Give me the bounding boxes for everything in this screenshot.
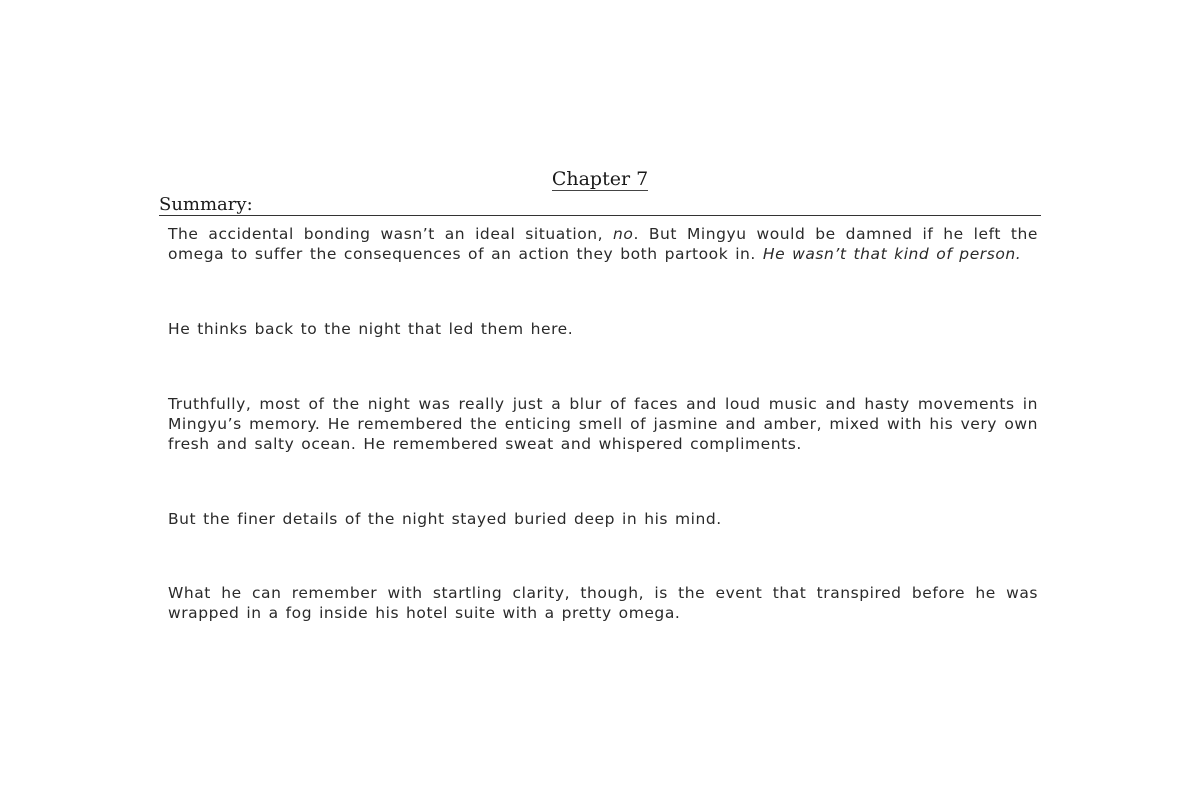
summary-italic-2: He wasn’t that kind of person. [762,245,1022,263]
summary-text-1: The accidental bonding wasn’t an ideal situation, [168,225,614,243]
summary-text-2: . But Mingyu would be damned if he left the omega to suffer the consequences of an action they both partook in. [168,225,1038,263]
body-paragraph-2: Truthfully, most of the night was really just a blur of faces and loud music and hasty movements in Mingyu’s memory. He remembered the enticing smell of jasmine and amber, mixed with his very own fresh and salty ocean. He remembered sweat and whispered compliments. [168,395,1038,453]
chapter-title [0,166,1200,192]
summary-paragraph [168,224,1038,264]
summary-heading: Summary: [159,194,1041,216]
body-paragraph-1: He thinks back to the night that led them here. [168,320,574,338]
body-paragraph-3: But the finer details of the night stayed buried deep in his mind. [168,510,722,528]
chapter-title-text: Chapter 7 [551,168,649,190]
summary-italic-1: no [613,225,634,243]
body-paragraph-4: What he can remember with startling clarity, though, is the event that transpired before he was wrapped in a fog inside his hotel suite with a pretty omega. [168,584,1038,622]
